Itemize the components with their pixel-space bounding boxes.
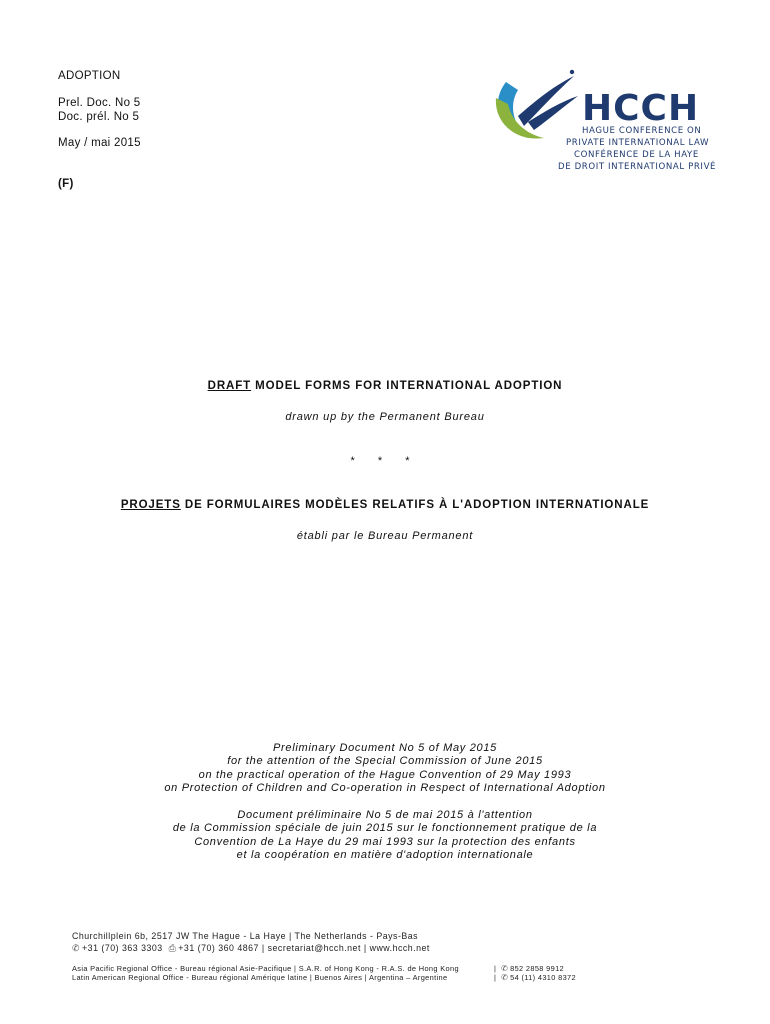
prelim-fr-line-1: Document préliminaire No 5 de mai 2015 à l'attention bbox=[237, 809, 533, 821]
title-fr-rest: DE FORMULAIRES MODÈLES RELATIFS À L'ADOPTION INTERNATIONALE bbox=[180, 499, 650, 511]
logo-line-2: PRIVATE INTERNATIONAL LAW bbox=[566, 138, 710, 148]
doc-language: (F) bbox=[58, 178, 74, 190]
footer-contacts: ✆ +31 (70) 363 3303 ⎙ +31 (70) 360 4867 | secretariat@hcch.net | www.hcch.net bbox=[72, 943, 430, 953]
title-fr bbox=[0, 499, 770, 511]
hcch-logo-mark-icon bbox=[488, 68, 588, 148]
title-en-draft: DRAFT bbox=[207, 380, 252, 392]
prelim-fr bbox=[0, 809, 770, 863]
phone-icon: ✆ bbox=[501, 973, 509, 982]
footer-phone: +31 (70) 363 3303 bbox=[82, 943, 163, 953]
subtitle-en: drawn up by the Permanent Bureau bbox=[285, 411, 485, 423]
subtitle-fr: établi par le Bureau Permanent bbox=[296, 530, 474, 542]
logo-line-3: CONFÉRENCE DE LA HAYE bbox=[574, 150, 699, 160]
logo-line-1: HAGUE CONFERENCE ON bbox=[582, 126, 702, 136]
prelim-en-line-2: for the attention of the Special Commission of June 2015 bbox=[227, 755, 543, 768]
footer-latin-phone: 54 (11) 4310 8372 bbox=[510, 973, 576, 982]
footer-asia-office: Asia Pacific Regional Office - Bureau régional Asie-Pacifique | S.A.R. of Hong Kong - R.A.S. de Hong Kong bbox=[72, 964, 459, 973]
logo-line-4: DE DROIT INTERNATIONAL PRIVÉ bbox=[558, 162, 717, 172]
prelim-en-line-4: on Protection of Children and Co-operation in Respect of International Adoption bbox=[164, 782, 606, 795]
prelim-en-line-1: Preliminary Document No 5 of May 2015 bbox=[273, 742, 497, 754]
prel-doc-en: Prel. Doc. No 5 bbox=[58, 97, 141, 109]
phone-icon: ✆ bbox=[72, 943, 81, 953]
separator-stars: * * * bbox=[350, 455, 420, 467]
doc-type: ADOPTION bbox=[58, 70, 121, 82]
prel-doc-fr: Doc. prél. No 5 bbox=[58, 111, 140, 123]
doc-date: May / mai 2015 bbox=[58, 137, 141, 149]
prelim-fr-line-2: de la Commission spéciale de juin 2015 sur le fonctionnement pratique de la bbox=[172, 822, 598, 835]
footer-asia-phone: 852 2858 9912 bbox=[510, 964, 565, 973]
footer-fax: +31 (70) 360 4867 bbox=[178, 943, 259, 953]
prelim-en bbox=[0, 742, 770, 796]
footer-latin-phone-wrap: | ✆ 54 (11) 4310 8372 bbox=[494, 973, 576, 982]
logo-wordmark: HCCH bbox=[582, 88, 700, 129]
footer-asia-phone-wrap: | ✆ 852 2858 9912 bbox=[494, 964, 565, 973]
prelim-fr-line-4: et la coopération en matière d'adoption internationale bbox=[236, 849, 534, 862]
footer-email[interactable]: secretariat@hcch.net bbox=[267, 943, 361, 953]
title-en bbox=[0, 380, 770, 392]
prelim-en-line-3: on the practical operation of the Hague Convention of 29 May 1993 bbox=[198, 768, 572, 781]
title-en-rest: MODEL FORMS FOR INTERNATIONAL ADOPTION bbox=[251, 380, 563, 392]
footer-address: Churchillplein 6b, 2517 JW The Hague - La Haye | The Netherlands - Pays-Bas bbox=[72, 931, 419, 941]
phone-icon: ✆ bbox=[501, 964, 509, 973]
footer-latin-office: Latin American Regional Office - Bureau régional Amérique latine | Buenos Aires | Argentina – Argentine bbox=[72, 973, 448, 982]
hcch-logo bbox=[488, 66, 718, 178]
title-fr-projets: PROJETS bbox=[120, 499, 181, 511]
fax-icon: ⎙ bbox=[168, 943, 177, 953]
prelim-fr-line-3: Convention de La Haye du 29 mai 1993 sur la protection des enfants bbox=[194, 835, 576, 848]
footer-website[interactable]: www.hcch.net bbox=[369, 943, 430, 953]
